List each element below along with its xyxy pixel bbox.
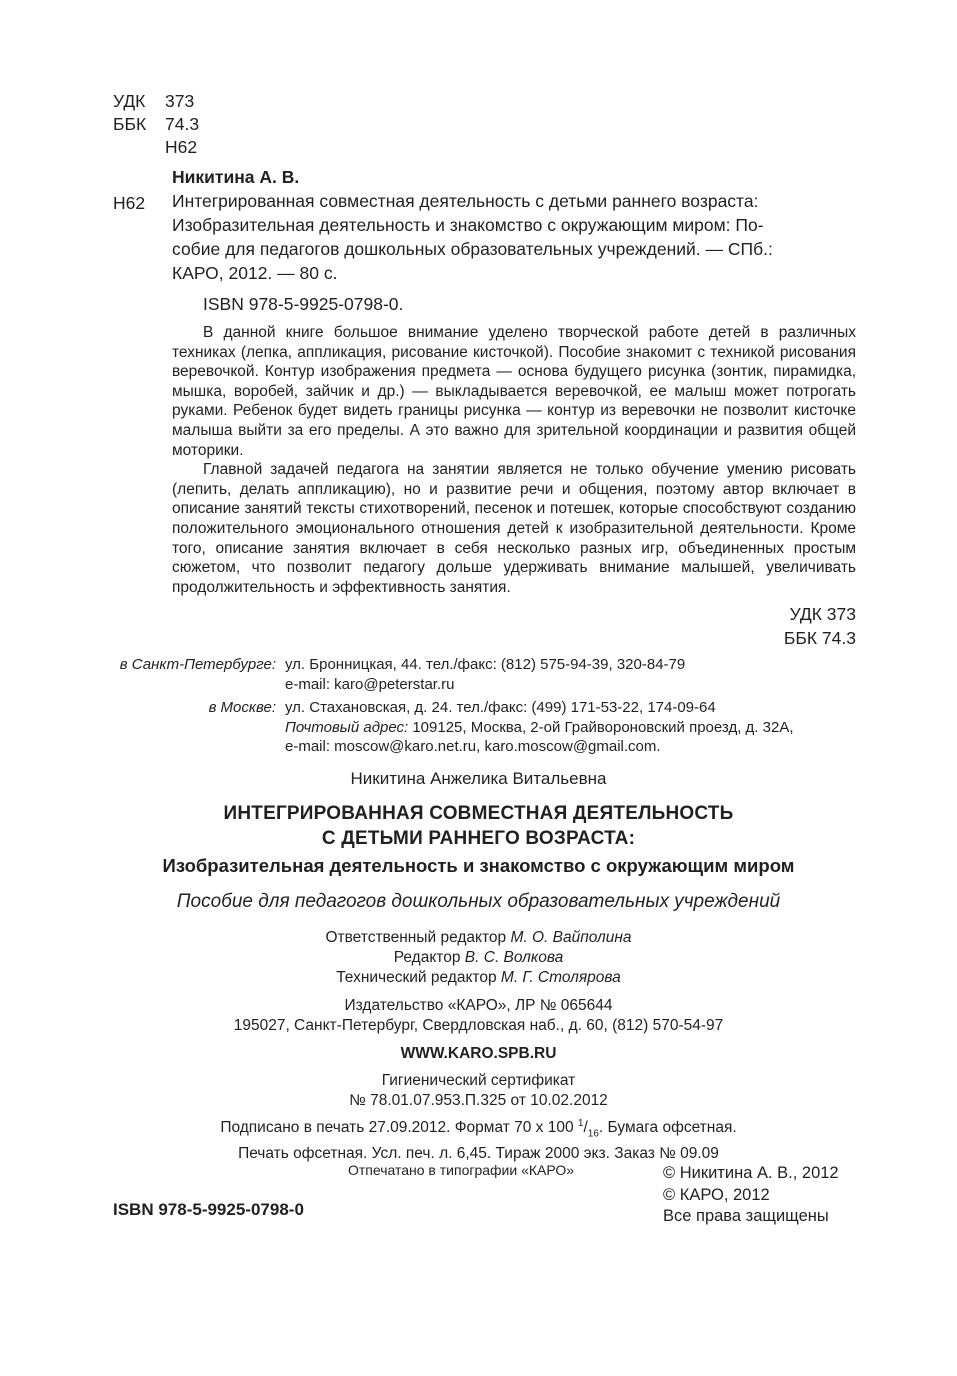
printing-line: Подписано в печать 27.09.2012. Формат 70 х 100 $^1/_{16}$. Бумага офсетная. [220,1118,737,1140]
address-spb-email: e-mail: karo@peterstar.ru [285,675,455,693]
credit-name: М. О. Вайполина [510,929,632,946]
book-subtitle: Изобразительная деятельность и знакомство с окружающим миром [162,855,795,876]
publisher-address: 195027, Санкт-Петербург, Свердловская наб., д. 60, (812) 570-54-97 [233,1017,724,1034]
credit-line: Ответственный редактор М. О. Вайполина [325,929,632,946]
book-purpose: Пособие для педагогов дошкольных образовательных учреждений [176,891,781,912]
book-title-line: ИНТЕГРИРОВАННАЯ СОВМЕСТНАЯ ДЕЯТЕЛЬНОСТЬ [223,803,734,824]
isbn-top: ISBN 978-5-9925-0798-0. [203,294,404,314]
isbn-bottom: ISBN 978-5-9925-0798-0 [113,1200,304,1219]
bbk-value: 74.3 [165,114,200,134]
udk-value: 373 [165,91,195,111]
credit-name: М. Г. Столярова [500,969,621,986]
description-line: КАРО, 2012. — 80 с. [172,263,338,283]
address-moscow-postal [285,718,794,738]
annotation-paragraph: В данной книге большое внимание уделено творческой работе детей в различных техниках (лепка, аппликация, рисование кисточкой). Пособие знакомит с техникой рисования веревочкой. Контур изображения предмета — основа будущего рисунка (зонтик, пирамидка, мышка, воробей, зайчик и др.) — выкладывается веревочкой, ее малыш может потрогать руками. Ребенок будет видеть границы рисунка — контур из веревочки не позволит кисточке малыша выйти за его пределы. А это важно для зрительной координации и развития общей моторики. [172,324,856,459]
format-fraction-denominator: 16 [587,1128,599,1140]
copyright-line: © КАРО, 2012 [663,1185,770,1204]
editorial-credits [0,928,957,988]
annotation-paragraph: Главной задачей педагога на занятии является не только обучение умению рисовать (лепить, делать аппликацию), но и развитие речи и общения, поэтому автор включает в описание занятий тексты стихотворений, песенок и потешек, которые способствуют созданию положительного эмоционального отношения детей к изобразительной деятельности. Кроме того, описание занятия включает в себя несколько разных игр, объединенных простым сюжетом, что позволит педагогу дольше удерживать внимание малышей, увеличивать продолжительность и эффективность занятия. [172,461,856,596]
printing-info [0,1114,957,1164]
credit-line: Технический редактор М. Г. Столярова [336,969,621,986]
book-title-line: С ДЕТЬМИ РАННЕГО ВОЗРАСТА: [321,828,636,849]
publisher-info [0,996,957,1036]
author-heading: Никитина А. В. [172,167,300,187]
printed-at: Отпечатано в типографии «КАРО» [348,1162,575,1178]
annotation [172,323,856,597]
copyright-block [663,1163,839,1228]
credit-name: В. С. Волкова [464,949,564,966]
description-line: Интегрированная совместная деятельность с детьми раннего возраста: [172,191,759,211]
bbk-label: ББК [113,114,147,134]
rights-reserved: Все права защищены [663,1207,829,1225]
udk-code: УДК 373 [789,604,856,624]
certificate-line: Гигиенический сертификат [381,1072,576,1089]
udk-label: УДК [113,91,146,111]
description-line: Изобразительная деятельность и знакомство с окружающим миром: По- [172,215,764,235]
bbk-code: ББК 74.3 [783,628,856,648]
author-mark: Н62 [165,137,198,157]
bibliographic-description [172,189,856,285]
address-spb-label: в Санкт-Петербурге: [119,656,276,673]
classification-codes-right [600,602,856,650]
postal-value: 109125, Москва, 2-ой Грайвороновский проезд, д. 32А, [412,718,794,736]
credit-line: Редактор В. С. Волкова [393,949,564,966]
address-spb-line: ул. Бронницкая, 44. тел./факс: (812) 575-94-39, 320-84-79 [285,656,686,673]
address-moscow-line: ул. Стахановская, д. 24. тел./факс: (499) 171-53-22, 174-09-64 [285,699,716,716]
address-moscow-label: в Москве: [208,699,276,716]
author-full-name: Никитина Анжелика Витальевна [350,769,607,788]
side-author-mark: Н62 [113,193,146,213]
publisher-line: Издательство «КАРО», ЛР № 065644 [344,997,613,1014]
postal-label: Почтовый адрес: [285,718,409,736]
printing-line: Печать офсетная. Усл. печ. л. 6,45. Тираж 2000 экз. Заказ № 09.09 [238,1145,719,1163]
website: WWW.KARO.SPB.RU [400,1045,557,1062]
certificate-number: № 78.01.07.953.П.325 от 10.02.2012 [349,1092,608,1109]
description-line: собие для педагогов дошкольных образовательных учреждений. — СПб.: [172,239,773,259]
hygiene-certificate [0,1071,957,1111]
address-moscow-email: e-mail: moscow@karo.net.ru, karo.moscow@gmail.com. [285,738,661,755]
classification-codes [113,90,199,159]
format-fraction-numerator: 1 [577,1118,584,1129]
copyright-line: © Никитина А. В., 2012 [663,1164,839,1182]
